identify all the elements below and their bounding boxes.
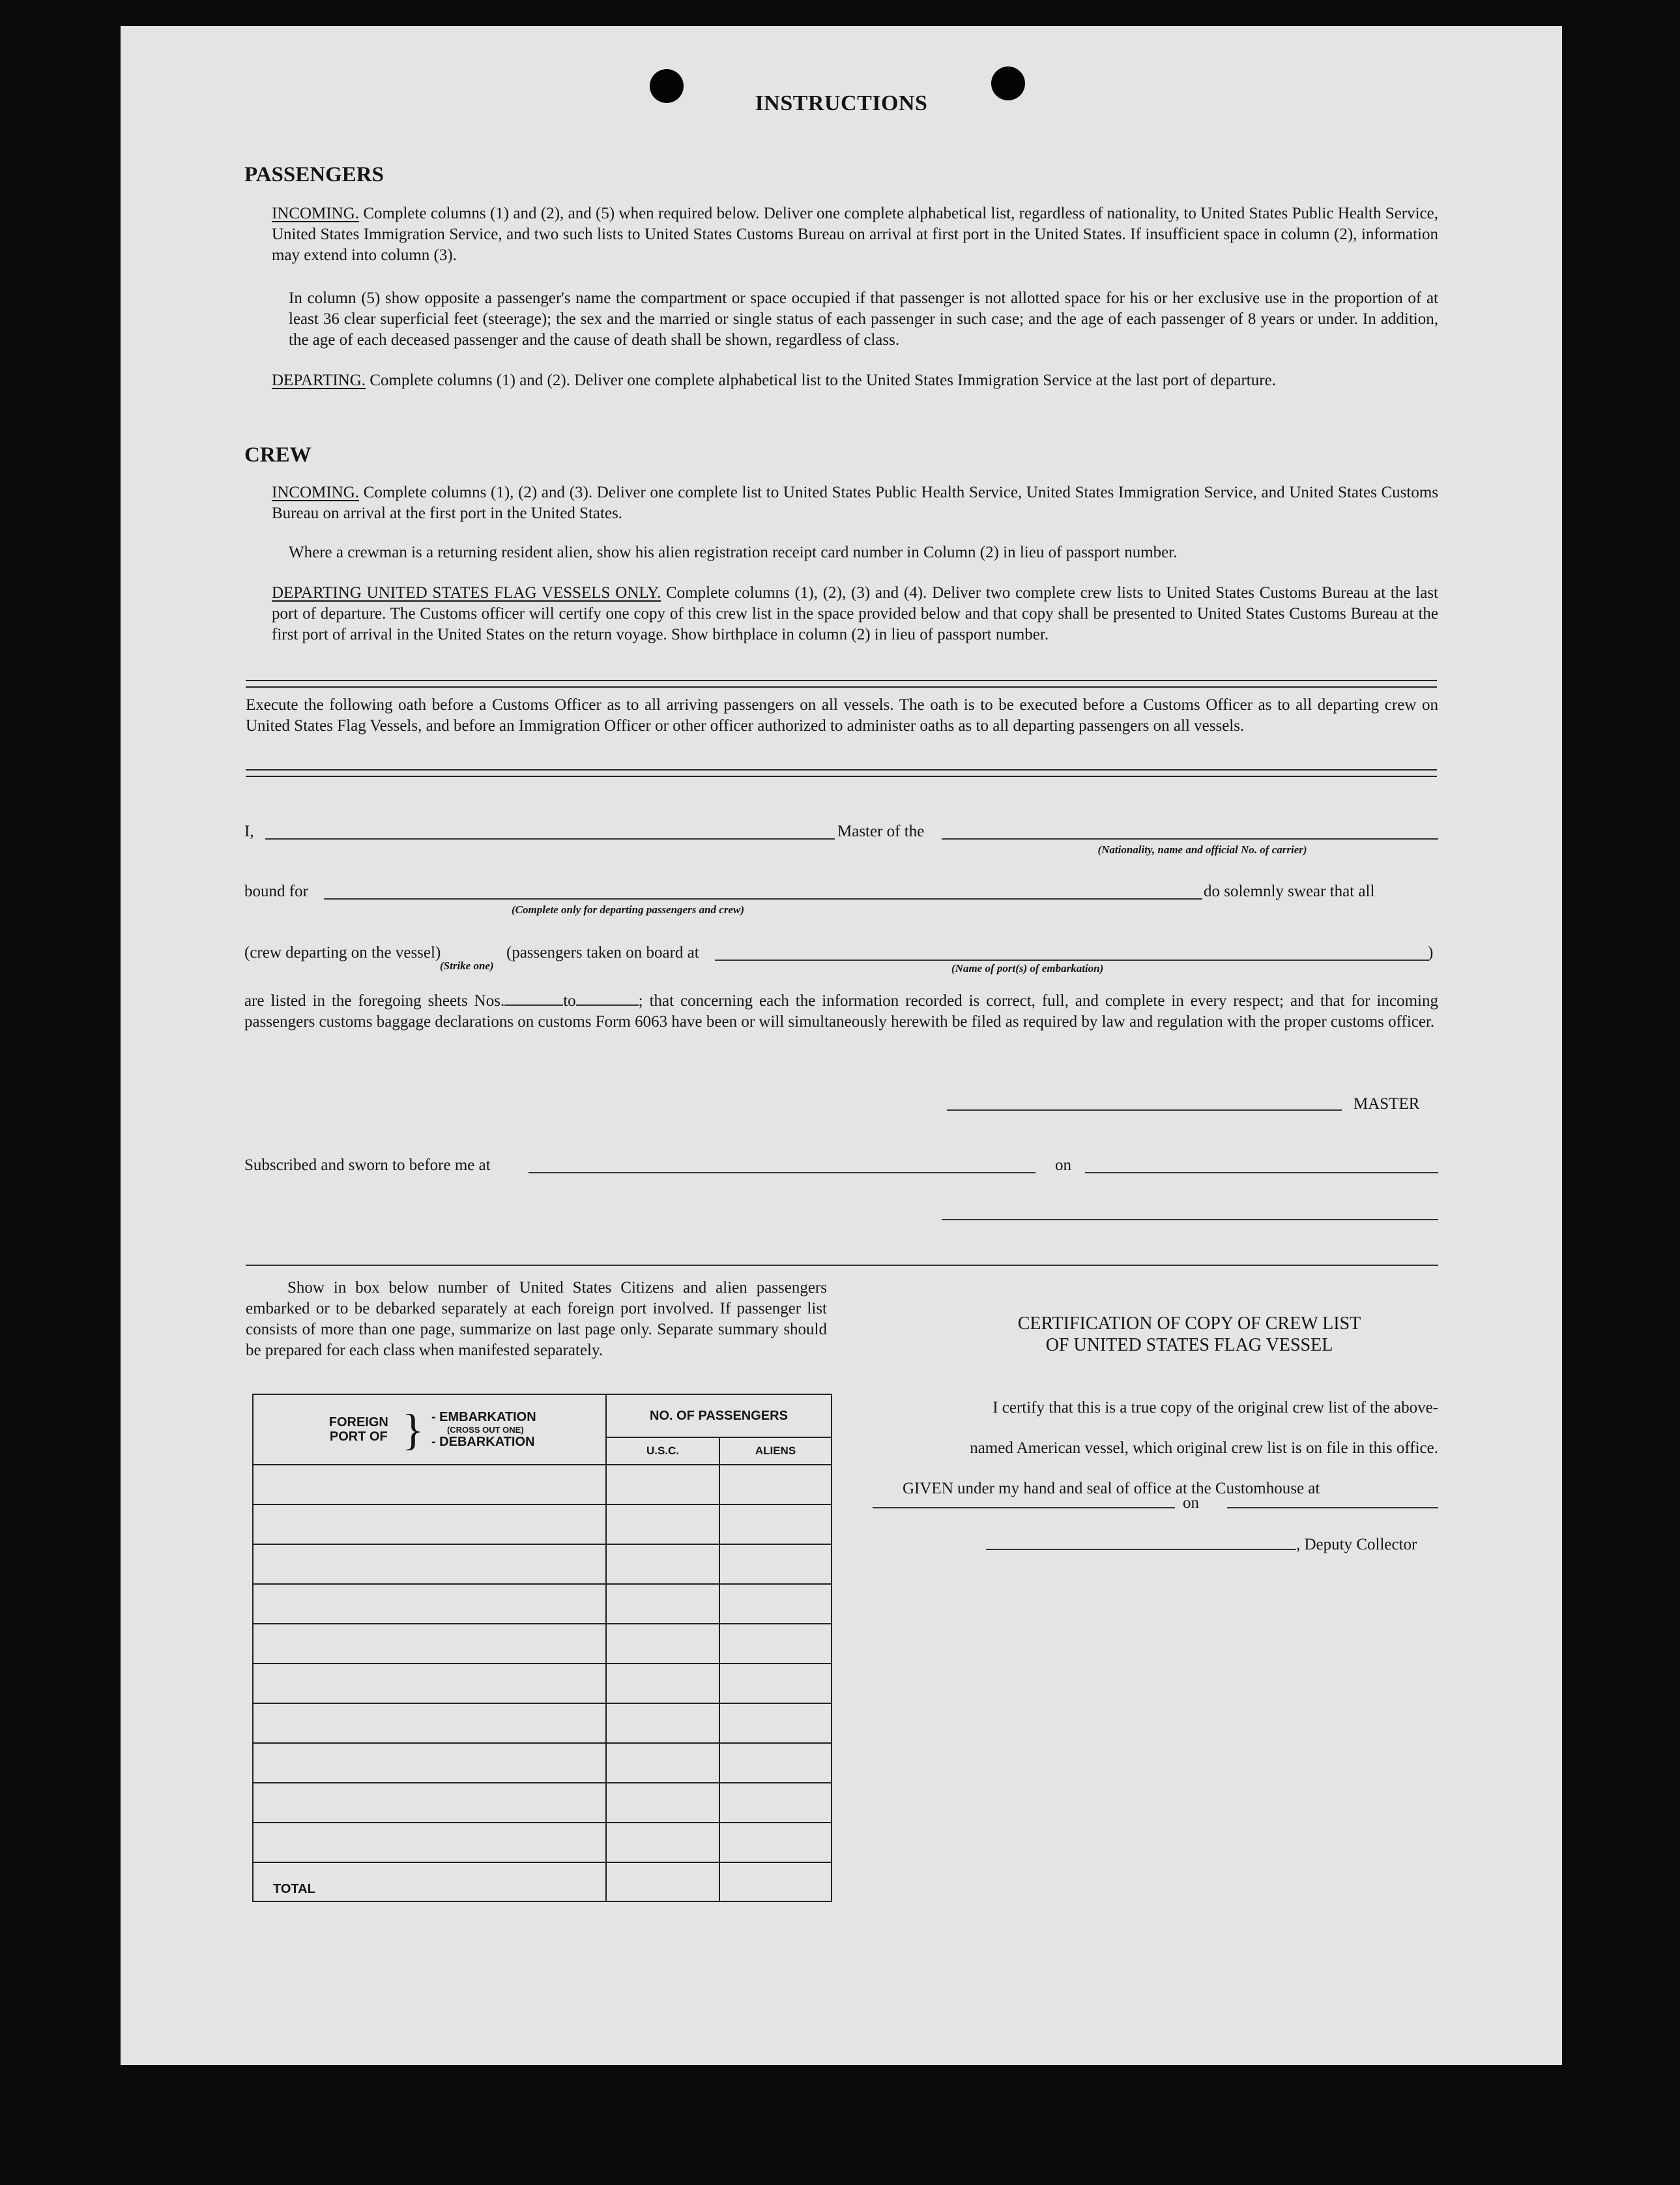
- crew-heading: CREW: [244, 443, 311, 467]
- certification-title-line2: OF UNITED STATES FLAG VESSEL: [1045, 1335, 1333, 1355]
- form-page: [121, 26, 1562, 2065]
- brace-glyph: }: [402, 1405, 424, 1454]
- crew-departing-paragraph: [272, 583, 1438, 645]
- listed-to: to: [563, 992, 576, 1010]
- passenger-summary-table: [252, 1394, 832, 1902]
- port-cell[interactable]: [253, 1504, 606, 1544]
- table-row: [253, 1624, 832, 1664]
- page-title: INSTRUCTIONS: [755, 91, 928, 115]
- bound-for-field[interactable]: [324, 898, 1202, 900]
- debarkation-label: - DEBARKATION: [431, 1434, 535, 1449]
- oath-instruction: Execute the following oath before a Customs Officer as to all arriving passengers on all vessels. The oath is to be executed before a Customs Officer as to all departing crew on United States Flag Vessels, and before an Immigration Officer or other officer authorized to administer oaths as to all departing passengers on all vessels.: [246, 696, 1438, 735]
- carrier-field[interactable]: [942, 838, 1438, 840]
- master-name-field[interactable]: [265, 838, 835, 840]
- usc-total-cell[interactable]: [606, 1862, 719, 1901]
- passengers-departing-text: Complete columns (1) and (2). Deliver one complete alphabetical list to the United States Immigration Service at the last port of departure.: [366, 372, 1276, 389]
- certify-line2: named American vessel, which original crew list is on file in this office.: [970, 1439, 1438, 1457]
- usc-cell[interactable]: [606, 1743, 719, 1783]
- sheet-to-field[interactable]: [576, 993, 639, 1006]
- close-paren: ): [1428, 944, 1434, 961]
- officer-signature-field[interactable]: [942, 1219, 1438, 1220]
- crew-resident-paragraph: Where a crewman is a returning resident alien, show his alien registration receipt card number in Column (2) in lieu of passport number.: [289, 544, 1178, 561]
- table-row: [253, 1584, 832, 1624]
- passengers-heading: PASSENGERS: [244, 163, 384, 186]
- total-label-cell: [253, 1862, 606, 1901]
- oath-i-label: I,: [244, 823, 254, 840]
- aliens-cell[interactable]: [719, 1664, 832, 1703]
- double-rule: [246, 769, 1437, 777]
- incoming-label: INCOMING.: [272, 205, 360, 222]
- cert-date-field[interactable]: [1227, 1507, 1438, 1508]
- foreign-port-of-label: FOREIGN PORT OF: [328, 1415, 388, 1444]
- aliens-cell[interactable]: [719, 1504, 832, 1544]
- divider-rule: [246, 1265, 1438, 1266]
- port-cell[interactable]: [253, 1624, 606, 1664]
- aliens-cell[interactable]: [719, 1823, 832, 1862]
- table-row: [253, 1823, 832, 1862]
- sheet-from-field[interactable]: [504, 993, 563, 1006]
- listed-paragraph: [244, 991, 1438, 1033]
- usc-cell[interactable]: [606, 1783, 719, 1823]
- aliens-header: ALIENS: [719, 1437, 832, 1465]
- carrier-note: (Nationality, name and official No. of carrier): [1097, 843, 1307, 856]
- passengers-incoming-paragraph: [272, 203, 1438, 266]
- usc-cell[interactable]: [606, 1504, 719, 1544]
- certification-title: [942, 1313, 1437, 1356]
- usc-cell[interactable]: [606, 1664, 719, 1703]
- crew-incoming-text: Complete columns (1), (2) and (3). Deliver one complete list to United States Public Health Service, United States Immigration Service, and United States Customs Bureau on arrival at the first port in the United States.: [272, 484, 1438, 522]
- table-row: [253, 1544, 832, 1584]
- given-text: GIVEN under my hand and seal of office at the Customhouse at: [903, 1480, 1320, 1497]
- ports-field[interactable]: [715, 960, 1429, 961]
- master-label: MASTER: [1354, 1095, 1420, 1113]
- bound-note: (Complete only for departing passengers and crew): [512, 903, 744, 916]
- passengers-incoming-text: Complete columns (1) and (2), and (5) when required below. Deliver one complete alphabetical list, regardless of nationality, to United States Public Health Service, United States Immigration Service, and two such lists to United States Customs Bureau on arrival at first port in the United States. If insufficient space in column (2), information may extend into column (3).: [272, 205, 1438, 264]
- port-cell[interactable]: [253, 1703, 606, 1743]
- port-cell[interactable]: [253, 1544, 606, 1584]
- table-row: [253, 1504, 832, 1544]
- crew-departing-option: (crew departing on the vessel): [244, 944, 441, 961]
- port-cell[interactable]: [253, 1465, 606, 1504]
- usc-cell[interactable]: [606, 1465, 719, 1504]
- passengers-column5-paragraph: In column (5) show opposite a passenger's name the compartment or space occupied if that passenger is not allotted space for his or her exclusive use in the proportion of at least 36 clear superficial feet (steerage); the sex and the married or single status of each passenger in such case; and the age of each passenger of 8 years or under. In addition, the age of each deceased passenger and the cause of death shall be shown, regardless of class.: [289, 289, 1438, 349]
- subscribed-label: Subscribed and sworn to before me at: [244, 1156, 491, 1174]
- subscribed-place-field[interactable]: [529, 1172, 1036, 1173]
- subscribed-on-label: on: [1055, 1156, 1071, 1174]
- usc-cell[interactable]: [606, 1584, 719, 1624]
- listed-text-b: ; that concerning each the information recorded is correct, full, and complete in every respect; and that for incoming passengers customs baggage declarations on customs Form 6063 have been or will simultaneously herewith be filed as required by law and regulation with the proper customs officer.: [244, 992, 1438, 1031]
- strike-one-note: (Strike one): [440, 960, 494, 972]
- table-row: [253, 1664, 832, 1703]
- usc-header: U.S.C.: [606, 1437, 719, 1465]
- certification-title-line1: CERTIFICATION OF COPY OF CREW LIST: [1017, 1313, 1361, 1334]
- summary-instruction: Show in box below number of United States Citizens and alien passengers embarked or to be debarked separately at each foreign port involved. If passenger list consists of more than one page, summarize on last page only. Separate summary should be prepared for each class when manifested separately.: [246, 1279, 827, 1359]
- usc-cell[interactable]: [606, 1703, 719, 1743]
- embarkation-label: - EMBARKATION: [431, 1409, 536, 1424]
- aliens-cell[interactable]: [719, 1624, 832, 1664]
- table-row: [253, 1743, 832, 1783]
- ports-note: (Name of port(s) of embarkation): [951, 962, 1104, 975]
- certify-line1: I certify that this is a true copy of the original crew list of the above-: [992, 1399, 1438, 1416]
- port-cell[interactable]: [253, 1823, 606, 1862]
- customhouse-field[interactable]: [873, 1507, 1175, 1508]
- port-cell[interactable]: [253, 1743, 606, 1783]
- aliens-cell[interactable]: [719, 1783, 832, 1823]
- aliens-cell[interactable]: [719, 1743, 832, 1783]
- port-cell[interactable]: [253, 1783, 606, 1823]
- port-header-cell: [253, 1394, 606, 1465]
- table-row: [253, 1465, 832, 1504]
- no-of-passengers-header: NO. OF PASSENGERS: [606, 1394, 832, 1437]
- crew-incoming-paragraph: [272, 482, 1438, 524]
- total-row: [253, 1862, 832, 1901]
- usc-cell[interactable]: [606, 1823, 719, 1862]
- crew-departing-text: Complete columns (1), (2), (3) and (4). Deliver two complete crew lists to United States Customs Bureau at the last port of departure. The Customs officer will certify one copy of this crew list in the space provided below and that copy shall be presented to United States Customs Bureau at the first port of arrival in the United States on the return voyage. Show birthplace in column (2) in lieu of passport number.: [272, 584, 1438, 643]
- departing-label: DEPARTING.: [272, 372, 366, 389]
- table-row: [253, 1783, 832, 1823]
- passengers-taken-option: (passengers taken on board at: [506, 944, 699, 961]
- table-row: [253, 1703, 832, 1743]
- total-label: TOTAL: [273, 1882, 315, 1896]
- passengers-departing-paragraph: [272, 370, 1438, 391]
- aliens-cell[interactable]: [719, 1544, 832, 1584]
- cross-out-note: (CROSS OUT ONE): [446, 1424, 524, 1435]
- master-of-the-label: Master of the: [837, 823, 925, 840]
- usc-cell[interactable]: [606, 1624, 719, 1664]
- aliens-cell[interactable]: [719, 1703, 832, 1743]
- aliens-cell[interactable]: [719, 1465, 832, 1504]
- swear-text: do solemnly swear that all: [1204, 883, 1375, 900]
- departing-flag-label: DEPARTING UNITED STATES FLAG VESSELS ONLY.: [272, 584, 661, 602]
- incoming-label: INCOMING.: [272, 484, 360, 501]
- port-cell[interactable]: [253, 1584, 606, 1624]
- listed-text-a: are listed in the foregoing sheets Nos.: [244, 992, 505, 1010]
- deputy-collector-label: , Deputy Collector: [1296, 1536, 1417, 1553]
- subscribed-date-field[interactable]: [1085, 1172, 1438, 1173]
- master-signature-field[interactable]: [947, 1109, 1342, 1111]
- aliens-cell[interactable]: [719, 1584, 832, 1624]
- cert-on-label: on: [1183, 1494, 1199, 1512]
- double-rule: [246, 680, 1437, 688]
- deputy-signature-field[interactable]: [986, 1549, 1296, 1550]
- aliens-total-cell[interactable]: [719, 1862, 832, 1901]
- usc-cell[interactable]: [606, 1544, 719, 1584]
- port-cell[interactable]: [253, 1664, 606, 1703]
- bound-for-label: bound for: [244, 883, 308, 900]
